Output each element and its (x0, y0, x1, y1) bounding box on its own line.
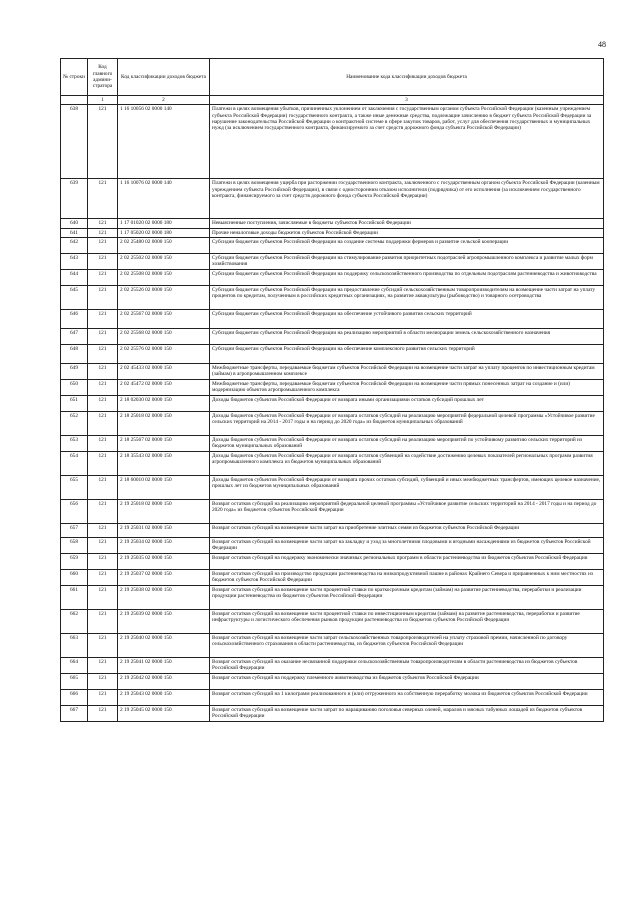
admin-code-cell: 121 (88, 254, 118, 270)
code-name-cell: Субсидии бюджетам субъектов Российской Федерации на создание системы поддержки фермеров и развитие сельской кооперации (210, 238, 604, 254)
classification-code-cell: 1 16 10076 02 0000 140 (118, 179, 210, 219)
code-name-cell: Доходы бюджетов субъектов Российской Федерации от возврата остатков субсидий на реализацию мероприятий по устойчивому развитию сельских территорий из бюджетов муниципальных образований (210, 436, 604, 452)
table-body (61, 105, 604, 722)
row-number-cell: 655 (61, 476, 88, 500)
admin-code-cell: 121 (88, 270, 118, 286)
table-row (61, 105, 604, 179)
classification-code-cell: 2 19 25038 02 0000 150 (118, 586, 210, 610)
row-number-cell: 654 (61, 452, 88, 476)
classification-code-cell: 2 19 25037 02 0000 150 (118, 570, 210, 586)
code-name-cell: Возврат остатков субсидий на возмещение части затрат на приобретение элитных семян из бюджетов субъектов Российской Федерации (210, 524, 604, 538)
page-number: 48 (598, 40, 606, 49)
code-name-cell: Доходы бюджетов субъектов Российской Федерации от возврата иными организациями остатков субсидий прошлых лет (210, 396, 604, 412)
index-cell: 3 (210, 96, 604, 105)
code-name-cell: Возврат остатков субсидий на поддержку экономически значимых региональных программ в области растениеводства из бюджетов субъектов Российской Федерации (210, 554, 604, 570)
classification-code-cell: 2 19 25042 02 0000 150 (118, 674, 210, 690)
header-classification-code: Код классификации доходов бюджета (118, 59, 210, 96)
classification-code-cell: 2 02 25526 02 0000 150 (118, 286, 210, 310)
table-row (61, 538, 604, 554)
classification-code-cell: 2 02 25508 02 0000 150 (118, 270, 210, 286)
code-name-cell: Возврат остатков субсидий на 1 килограмм реализованного и (или) отгруженного на собственную переработку молока из бюджетов субъектов Российской Федерации (210, 690, 604, 706)
code-name-cell: Субсидии бюджетам субъектов Российской Федерации на предоставление субсидий сельскохозяйственным товаропроизводителям на возмещение части затрат на уплату процентов по кредитам, полученным в российских кредитных организациях, на развитие аквакультуры (рыбоводство) и товарного осетроводства (210, 286, 604, 310)
code-name-cell: Возврат остатков субсидий на возмещение части затрат сельскохозяйственных товаропроизводителей на уплату страховой премии, начисленной по договору сельскохозяйственного страхования в области растениеводства, из бюджетов субъектов Российской Федерации (210, 634, 604, 658)
admin-code-cell: 121 (88, 452, 118, 476)
table-row (61, 586, 604, 610)
classification-code-cell: 2 18 35543 02 0000 150 (118, 452, 210, 476)
table-row (61, 554, 604, 570)
row-number-cell: 664 (61, 658, 88, 674)
classification-code-cell: 1 17 01020 02 0000 180 (118, 219, 210, 228)
table-row (61, 345, 604, 364)
row-number-cell: 638 (61, 105, 88, 179)
admin-code-cell: 121 (88, 538, 118, 554)
row-number-cell: 649 (61, 364, 88, 380)
code-name-cell: Доходы бюджетов субъектов Российской Федерации от возврата остатков субвенций на содействие достижению целевых показателей региональных программ развития агропромышленного комплекса из бюджетов муниципальных образований (210, 452, 604, 476)
table-row (61, 476, 604, 500)
row-number-cell: 639 (61, 179, 88, 219)
code-name-cell: Межбюджетные трансферты, передаваемые бюджетам субъектов Российской Федерации на возмещение части затрат на уплату процентов по инвестиционным кредитам (займам) в агропромышленном комплексе (210, 364, 604, 380)
admin-code-cell: 121 (88, 105, 118, 179)
classification-code-cell: 1 16 10056 02 0000 140 (118, 105, 210, 179)
row-number-cell: 662 (61, 610, 88, 634)
table-row (61, 412, 604, 436)
admin-code-cell: 121 (88, 238, 118, 254)
classification-code-cell: 2 02 45472 02 0000 150 (118, 380, 210, 396)
code-name-cell: Возврат остатков субсидий на оказание несвязанной поддержки сельскохозяйственным товаропроизводителям в области растениеводства из бюджетов субъектов Российской Федерации (210, 658, 604, 674)
admin-code-cell: 121 (88, 364, 118, 380)
row-number-cell: 653 (61, 436, 88, 452)
row-number-cell: 663 (61, 634, 88, 658)
row-number-cell: 644 (61, 270, 88, 286)
admin-code-cell: 121 (88, 228, 118, 237)
index-cell (61, 96, 88, 105)
row-number-cell: 656 (61, 500, 88, 524)
code-name-cell: Невыясненные поступления, зачисляемые в бюджеты субъектов Российской Федерации (210, 219, 604, 228)
code-name-cell: Субсидии бюджетам субъектов Российской Федерации на реализацию мероприятий в области мелиорации земель сельскохозяйственного назначения (210, 329, 604, 345)
table-row (61, 228, 604, 237)
admin-code-cell: 121 (88, 412, 118, 436)
table-row (61, 610, 604, 634)
admin-code-cell: 121 (88, 706, 118, 722)
table-row (61, 396, 604, 412)
code-name-cell: Возврат остатков субсидий на возмещение части процентной ставки по инвестиционным кредитам (займам) на развитие растениеводства, переработки и развитие инфраструктуры и логистического обеспечения рынков продукции растениеводства из бюджетов субъектов Российской Федерации (210, 610, 604, 634)
row-number-cell: 661 (61, 586, 88, 610)
row-number-cell: 651 (61, 396, 88, 412)
admin-code-cell: 121 (88, 610, 118, 634)
budget-classification-table (60, 58, 604, 722)
classification-code-cell: 2 19 25035 02 0000 150 (118, 554, 210, 570)
index-cell: 2 (118, 96, 210, 105)
table-row (61, 658, 604, 674)
classification-code-cell: 2 19 25034 02 0000 150 (118, 538, 210, 554)
admin-code-cell: 121 (88, 674, 118, 690)
classification-code-cell: 2 18 60010 02 0000 150 (118, 476, 210, 500)
classification-code-cell: 2 02 45433 02 0000 150 (118, 364, 210, 380)
admin-code-cell: 121 (88, 179, 118, 219)
table-row (61, 380, 604, 396)
code-name-cell: Субсидии бюджетам субъектов Российской Федерации на обеспечение комплексного развития сельских территорий (210, 345, 604, 364)
row-number-cell: 646 (61, 310, 88, 329)
code-name-cell: Субсидии бюджетам субъектов Российской Федерации на стимулирование развития приоритетных подотраслей агропромышленного комплекса и развитие малых форм хозяйствования (210, 254, 604, 270)
code-name-cell: Возврат остатков субсидий на производство продукции растениеводства на низкопродуктивной пашне в районах Крайнего Севера и приравненных к ним местностях из бюджетов субъектов Российской Федерации (210, 570, 604, 586)
admin-code-cell: 121 (88, 310, 118, 329)
admin-code-cell: 121 (88, 396, 118, 412)
row-number-cell: 658 (61, 538, 88, 554)
table-row (61, 524, 604, 538)
row-number-cell: 666 (61, 690, 88, 706)
classification-code-cell: 1 17 05020 02 0000 180 (118, 228, 210, 237)
row-number-cell: 641 (61, 228, 88, 237)
classification-code-cell: 2 19 25018 02 0000 150 (118, 500, 210, 524)
table-row (61, 570, 604, 586)
table-row (61, 364, 604, 380)
code-name-cell: Возврат остатков субсидий на возмещение части процентной ставки по краткосрочным кредитам (займам) на развитие растениеводства, переработки и реализации продукции растениеводства из бюджетов субъектов Российской Федерации (210, 586, 604, 610)
header-admin-code: Код главного админи- стратора (88, 59, 118, 96)
table-row (61, 286, 604, 310)
header-row-number: № строки (61, 59, 88, 96)
table-row (61, 254, 604, 270)
classification-code-cell: 2 02 25576 02 0000 150 (118, 345, 210, 364)
code-name-cell: Возврат остатков субсидий на возмещение части затрат по наращиванию поголовья северных оленей, маралов и мясных табунных лошадей из бюджетов субъектов Российской Федерации (210, 706, 604, 722)
admin-code-cell: 121 (88, 500, 118, 524)
code-name-cell: Межбюджетные трансферты, передаваемые бюджетам субъектов Российской Федерации на возмещение части прямых понесенных затрат на создание и (или) модернизацию объектов агропромышленного комплекса (210, 380, 604, 396)
classification-code-cell: 2 02 25502 02 0000 150 (118, 254, 210, 270)
code-name-cell: Доходы бюджетов субъектов Российской Федерации от возврата прочих остатков субсидий, субвенций и иных межбюджетных трансфертов, имеющих целевое назначение, прошлых лет из бюджетов муниципальных образований (210, 476, 604, 500)
row-number-cell: 640 (61, 219, 88, 228)
admin-code-cell: 121 (88, 286, 118, 310)
classification-code-cell: 2 19 25045 02 0000 150 (118, 706, 210, 722)
table-row (61, 219, 604, 228)
code-name-cell: Субсидии бюджетам субъектов Российской Федерации на поддержку сельскохозяйственного производства по отдельным подотраслям растениеводства и животноводства (210, 270, 604, 286)
admin-code-cell: 121 (88, 690, 118, 706)
code-name-cell: Доходы бюджетов субъектов Российской Федерации от возврата остатков субсидий на реализацию мероприятий федеральной целевой программы «Устойчивое развитие сельских территорий на 2014 - 2017 годы и на период до 2020 года» из бюджетов муниципальных образований (210, 412, 604, 436)
row-number-cell: 652 (61, 412, 88, 436)
code-name-cell: Платежи в целях возмещения убытков, причиненных уклонением от заключения с государственным органом субъекта Российской Федерации (казенным учреждением субъекта Российской Федерации) государственного контракта, а также иные денежные средства, подлежащие зачислению в бюджет субъекта Российской Федерации за нарушение законодательства Российской Федерации о контрактной системе в сфере закупок товаров, работ, услуг для обеспечения государственных и муниципальных нужд (за исключением государственного контракта, финансируемого за счет средств дорожного фонда субъекта Российской Федерации) (210, 105, 604, 179)
admin-code-cell: 121 (88, 586, 118, 610)
table-row (61, 500, 604, 524)
table-header-row (61, 59, 604, 96)
admin-code-cell: 121 (88, 554, 118, 570)
code-name-cell: Возврат остатков субсидий на возмещение части затрат на закладку и уход за многолетними плодовыми и ягодными насаждениями из бюджетов субъектов Российской Федерации (210, 538, 604, 554)
admin-code-cell: 121 (88, 380, 118, 396)
classification-code-cell: 2 19 25040 02 0000 150 (118, 634, 210, 658)
table-row (61, 690, 604, 706)
admin-code-cell: 121 (88, 524, 118, 538)
classification-code-cell: 2 19 25043 02 0000 150 (118, 690, 210, 706)
classification-code-cell: 2 18 25018 02 0000 150 (118, 412, 210, 436)
admin-code-cell: 121 (88, 329, 118, 345)
code-name-cell: Возврат остатков субсидий на поддержку племенного животноводства из бюджетов субъектов Российской Федерации (210, 674, 604, 690)
table-row (61, 270, 604, 286)
code-name-cell: Прочие неналоговые доходы бюджетов субъектов Российской Федерации (210, 228, 604, 237)
table-row (61, 634, 604, 658)
table-row (61, 238, 604, 254)
index-cell: 1 (88, 96, 118, 105)
admin-code-cell: 121 (88, 436, 118, 452)
classification-code-cell: 2 18 02030 02 0000 150 (118, 396, 210, 412)
classification-code-cell: 2 19 25031 02 0000 150 (118, 524, 210, 538)
classification-code-cell: 2 19 25041 02 0000 150 (118, 658, 210, 674)
admin-code-cell: 121 (88, 345, 118, 364)
classification-code-cell: 2 18 25567 02 0000 150 (118, 436, 210, 452)
table-row (61, 706, 604, 722)
row-number-cell: 665 (61, 674, 88, 690)
row-number-cell: 648 (61, 345, 88, 364)
table-index-row (61, 96, 604, 105)
code-name-cell: Возврат остатков субсидий на реализацию мероприятий федеральной целевой программы «Устойчивое развитие сельских территорий на 2014 - 2017 годы и на период до 2020 года» из бюджетов субъектов Российской Федерации (210, 500, 604, 524)
classification-code-cell: 2 02 25568 02 0000 150 (118, 329, 210, 345)
code-name-cell: Субсидии бюджетам субъектов Российской Федерации на обеспечение устойчивого развития сельских территорий (210, 310, 604, 329)
table-row (61, 452, 604, 476)
row-number-cell: 642 (61, 238, 88, 254)
table-row (61, 436, 604, 452)
header-code-name: Наименование кода классификации доходов бюджета (210, 59, 604, 96)
admin-code-cell: 121 (88, 658, 118, 674)
admin-code-cell: 121 (88, 219, 118, 228)
row-number-cell: 659 (61, 554, 88, 570)
code-name-cell: Платежи в целях возмещения ущерба при расторжении государственного контракта, заключенного с государственным органом субъекта Российской Федерации (казенным учреждением субъекта Российской Федерации), в связи с односторонним отказом исполнителя (подрядчика) от его исполнения (за исключением государственного контракта, финансируемого за счет средств дорожного фонда субъекта Российской Федерации) (210, 179, 604, 219)
row-number-cell: 667 (61, 706, 88, 722)
admin-code-cell: 121 (88, 570, 118, 586)
table-row (61, 329, 604, 345)
table-row (61, 310, 604, 329)
classification-code-cell: 2 19 25039 02 0000 150 (118, 610, 210, 634)
table-row (61, 179, 604, 219)
row-number-cell: 657 (61, 524, 88, 538)
row-number-cell: 660 (61, 570, 88, 586)
row-number-cell: 643 (61, 254, 88, 270)
admin-code-cell: 121 (88, 476, 118, 500)
row-number-cell: 650 (61, 380, 88, 396)
row-number-cell: 647 (61, 329, 88, 345)
row-number-cell: 645 (61, 286, 88, 310)
table-row (61, 674, 604, 690)
admin-code-cell: 121 (88, 634, 118, 658)
classification-code-cell: 2 02 25480 02 0000 150 (118, 238, 210, 254)
classification-code-cell: 2 02 25567 02 0000 150 (118, 310, 210, 329)
